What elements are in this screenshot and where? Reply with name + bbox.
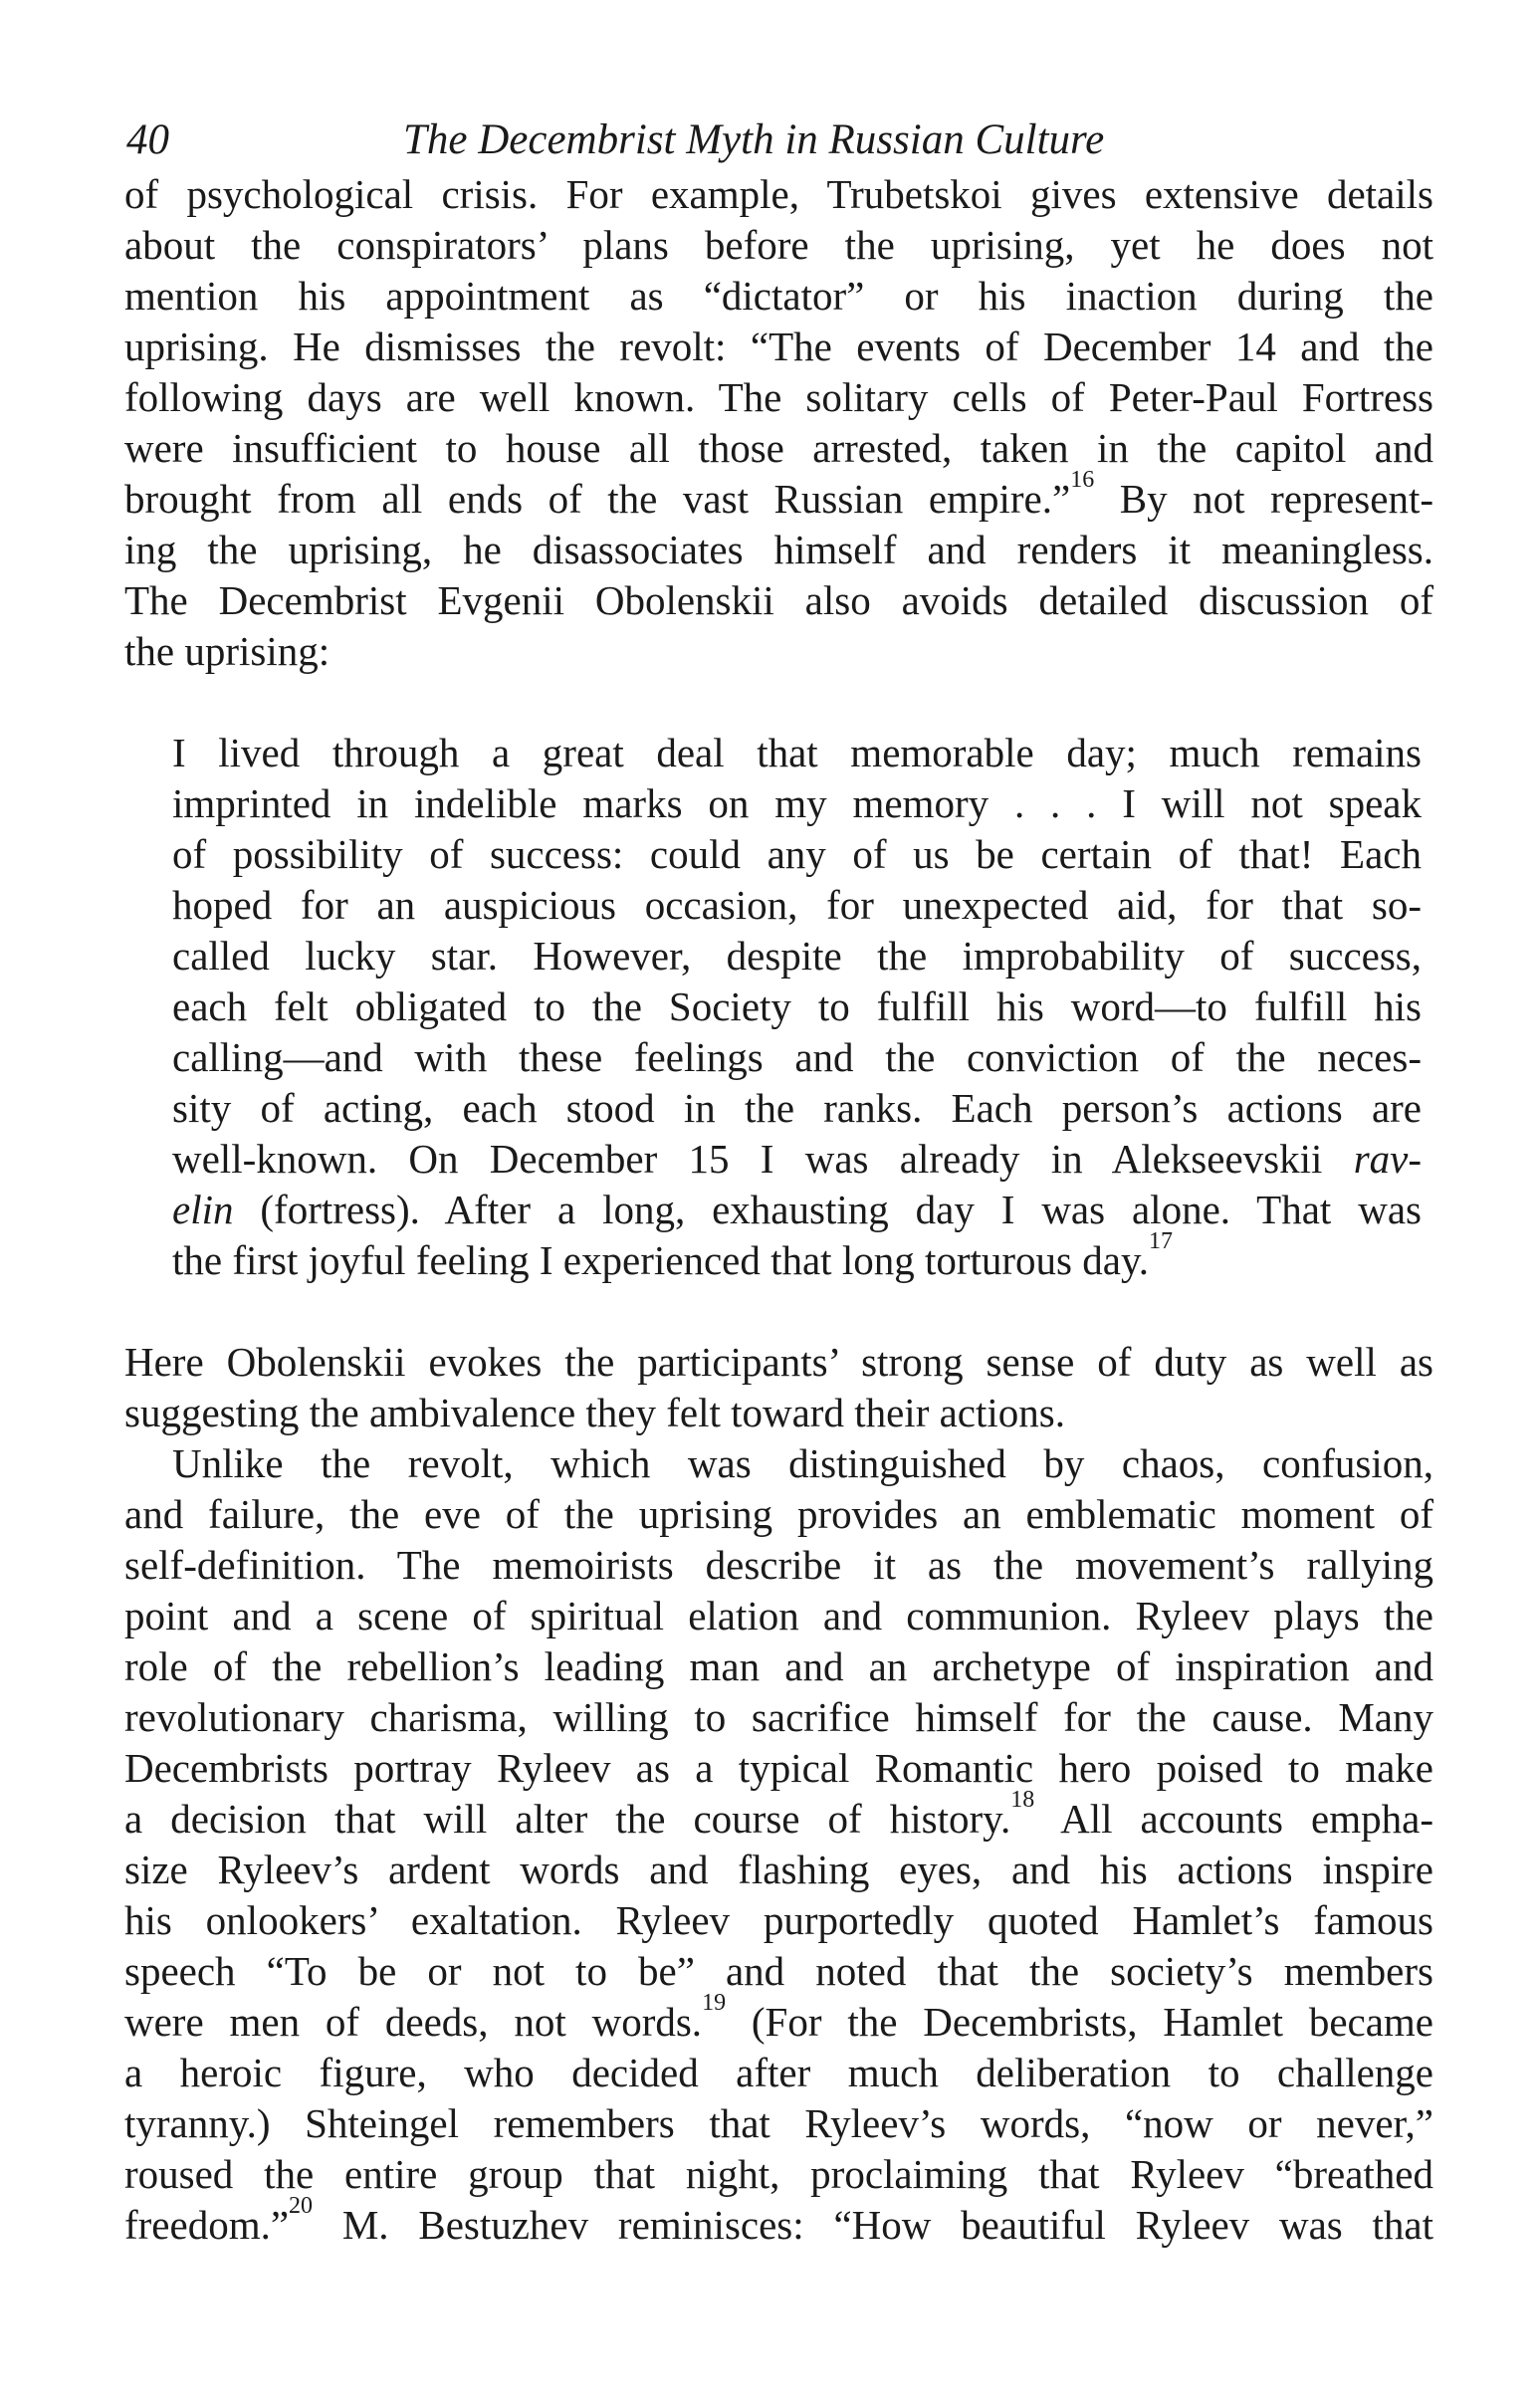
text-segment: well-known. On December 15 I was already in Alekseevskii xyxy=(172,1136,1323,1182)
text-line: Unlike the revolt, which was distinguished by chaos, confusion, xyxy=(172,1440,1433,1486)
text-segment: freedom.” xyxy=(124,2202,290,2248)
book-page xyxy=(124,111,1433,2251)
page-number: 40 xyxy=(126,116,169,163)
text-line: of psychological crisis. For example, Trubetskoi gives extensive details xyxy=(124,171,1433,217)
text-line xyxy=(124,467,1433,525)
text-line: The Decembrist Evgenii Obolenskii also avoids detailed discussion of xyxy=(124,577,1433,623)
text-segment: (fortress). After a long, exhausting day I was alone. That was xyxy=(233,1187,1422,1232)
text-line: his onlookers’ exaltation. Ryleev purportedly quoted Hamlet’s famous xyxy=(124,1897,1433,1943)
text-segment: brought from all ends of the vast Russian empire.” xyxy=(124,476,1071,522)
quote-line xyxy=(172,1228,1422,1286)
paragraph-1 xyxy=(124,169,1433,677)
footnote-ref-16[interactable]: 16 xyxy=(1070,467,1095,493)
paragraph-2 xyxy=(124,1337,1433,1438)
text-line: suggesting the ambivalence they felt toward their actions. xyxy=(124,1390,1065,1435)
text-segment: All accounts empha- xyxy=(1034,1796,1434,1842)
text-line: roused the entire group that night, proclaiming that Ryleev “breathed xyxy=(124,2151,1433,2197)
footnote-ref-19[interactable]: 19 xyxy=(702,1990,727,2016)
text-segment: were men of deeds, not words. xyxy=(124,1999,703,2045)
footnote-ref-18[interactable]: 18 xyxy=(1010,1787,1035,1813)
text-line: point and a scene of spiritual elation and communion. Ryleev plays the xyxy=(124,1593,1433,1638)
quote-line: imprinted in indelible marks on my memory . . . I will not speak xyxy=(172,780,1422,826)
text-line: and failure, the eve of the uprising provides an emblematic moment of xyxy=(124,1491,1433,1537)
quote-line: sity of acting, each stood in the ranks. Each person’s actions are xyxy=(172,1085,1422,1131)
text-segment: By not represent- xyxy=(1094,476,1433,522)
text-line: uprising. He dismisses the revolt: “The events of December 14 and the xyxy=(124,324,1433,369)
italic-word: elin xyxy=(172,1187,234,1232)
text-line: role of the rebellion’s leading man and an archetype of inspiration and xyxy=(124,1643,1433,1689)
book-title: The Decembrist Myth in Russian Culture xyxy=(403,116,1105,163)
text-line xyxy=(124,1990,1433,2048)
text-line: tyranny.) Shteingel remembers that Ryleev’s words, “now or never,” xyxy=(124,2100,1433,2146)
italic-word: rav- xyxy=(1353,1136,1423,1182)
quote-line: calling—and with these feelings and the conviction of the neces- xyxy=(172,1034,1422,1080)
text-line: mention his appointment as “dictator” or his inaction during the xyxy=(124,273,1433,319)
text-segment: a decision that will alter the course of history. xyxy=(124,1796,1011,1842)
quote-line: each felt obligated to the Society to fulfill his word—to fulfill his xyxy=(172,983,1422,1029)
text-segment: M. Bestuzhev reminisces: “How beautiful Ryleev was that xyxy=(313,2202,1433,2248)
quote-line xyxy=(172,1134,1422,1185)
quote-line: hoped for an auspicious occasion, for unexpected aid, for that so- xyxy=(172,882,1422,928)
text-line xyxy=(124,2193,1433,2251)
text-line: self-definition. The memoirists describe it as the movement’s rallying xyxy=(124,1542,1433,1588)
text-line: Here Obolenskii evokes the participants’ strong sense of duty as well as xyxy=(124,1339,1433,1385)
text-line: Decembrists portray Ryleev as a typical Romantic hero poised to make xyxy=(124,1745,1433,1791)
running-head xyxy=(124,111,1433,169)
block-quote xyxy=(172,728,1422,1286)
footnote-ref-17[interactable]: 17 xyxy=(1149,1228,1174,1254)
text-line: about the conspirators’ plans before the uprising, yet he does not xyxy=(124,222,1433,268)
text-segment: the first joyful feeling I experienced that long torturous day. xyxy=(172,1237,1150,1283)
text-line: ing the uprising, he disassociates himself and renders it meaningless. xyxy=(124,527,1433,572)
text-line: speech “To be or not to be” and noted that the society’s members xyxy=(124,1948,1433,1994)
quote-line xyxy=(172,1185,1422,1235)
text-line: the uprising: xyxy=(124,628,330,674)
quote-line: I lived through a great deal that memorable day; much remains xyxy=(172,730,1422,775)
text-line: were insufficient to house all those arrested, taken in the capitol and xyxy=(124,425,1433,471)
text-line: following days are well known. The solitary cells of Peter-Paul Fortress xyxy=(124,374,1433,420)
quote-line: of possibility of success: could any of us be certain of that! Each xyxy=(172,831,1422,877)
quote-line: called lucky star. However, despite the improbability of success, xyxy=(172,933,1422,979)
text-line: size Ryleev’s ardent words and flashing eyes, and his actions inspire xyxy=(124,1847,1433,1892)
text-line: revolutionary charisma, willing to sacrifice himself for the cause. Many xyxy=(124,1694,1433,1740)
footnote-ref-20[interactable]: 20 xyxy=(289,2193,314,2219)
paragraph-3 xyxy=(124,1438,1433,2251)
text-segment: (For the Decembrists, Hamlet became xyxy=(726,1999,1433,2045)
text-line xyxy=(124,1787,1434,1845)
text-line: a heroic figure, who decided after much deliberation to challenge xyxy=(124,2050,1433,2095)
